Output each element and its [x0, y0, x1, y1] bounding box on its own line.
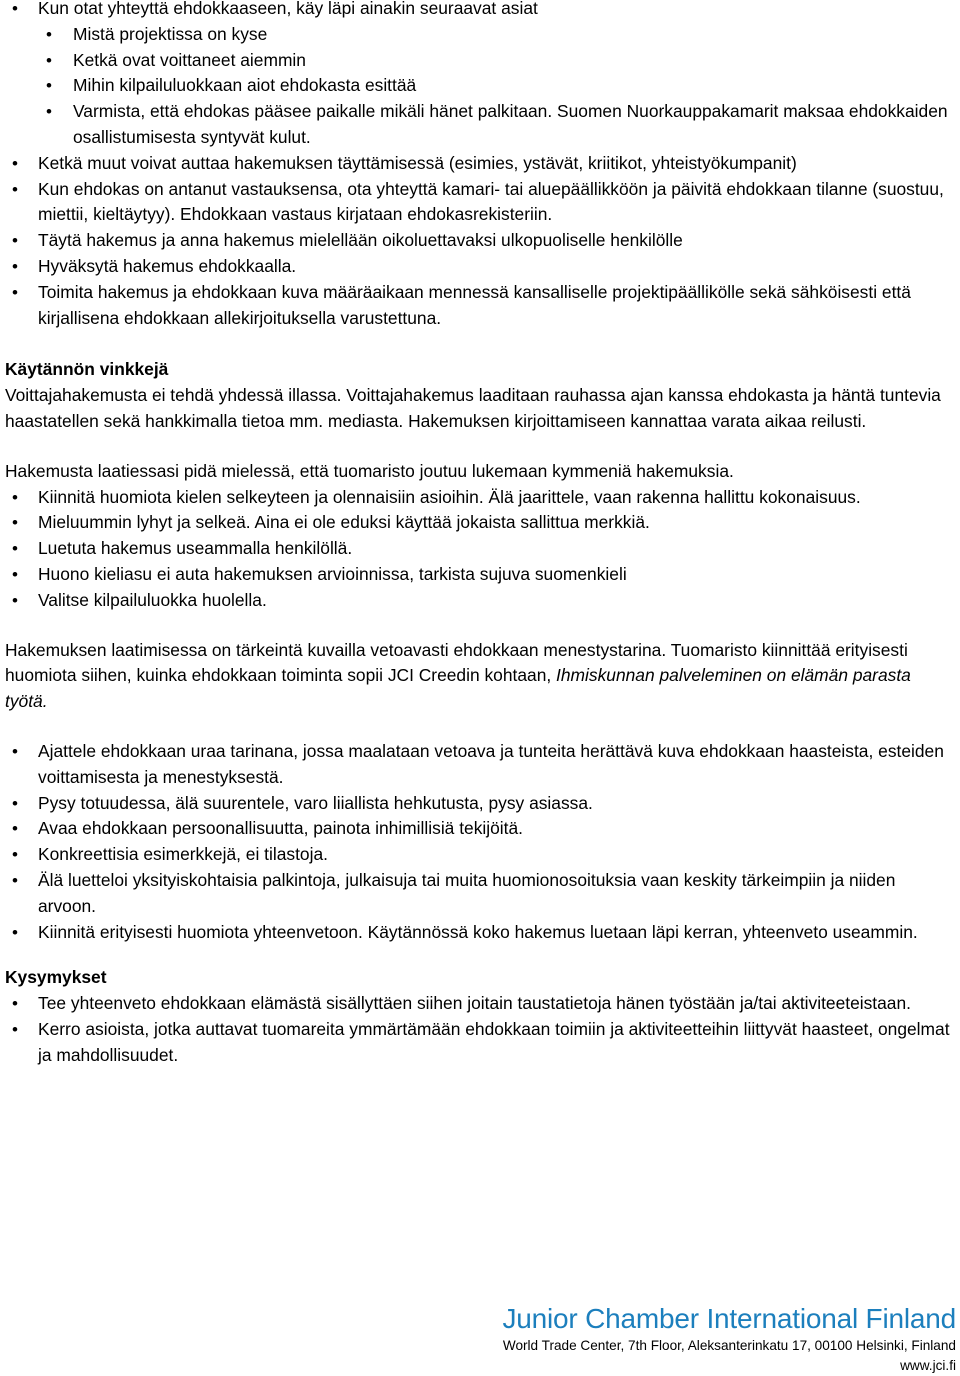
- bullet-icon: •: [12, 153, 18, 173]
- list-item-text: Kun ehdokas on antanut vastauksensa, ota yhteyttä kamari- tai aluepäällikköön ja päivitä ehdokkaan tilanne (suostuu, miettii, kieltäytyy). Ehdokkaan vastaus kirjataan ehdokasrekisteriin.: [38, 178, 944, 225]
- tips-paragraph-3-text: Hakemuksen laatimisessa on tärkeintä kuvailla vetoavasti ehdokkaan menestystarina. Tuomaristo kiinnittää erityisesti huomiota siihen, kuinka ehdokkaan toiminta sopii JCI Creedin kohtaan,: [5, 639, 908, 686]
- list-item: [5, 791, 955, 817]
- list-item: [5, 280, 955, 332]
- list-item: [5, 151, 955, 177]
- bullet-icon: •: [12, 179, 18, 199]
- list-item-text: Kiinnitä erityisesti huomiota yhteenvetoon. Käytännössä koko hakemus luetaan läpi kerran, yhteenveto useammin.: [38, 921, 918, 942]
- list-item: [5, 739, 955, 791]
- list-item-text: Hyväksytä hakemus ehdokkaalla.: [38, 255, 297, 276]
- bullet-icon: •: [12, 845, 18, 865]
- list-item: [5, 48, 955, 74]
- bullet-icon: •: [12, 819, 18, 839]
- contact-sub-checklist: [5, 22, 955, 151]
- list-item-text: Konkreettisia esimerkkejä, ei tilastoja.: [38, 844, 328, 865]
- document-body: [5, 0, 955, 1068]
- contact-checklist: [5, 0, 955, 22]
- list-item-text: Mihin kilpailuluokkaan aiot ehdokasta esittää: [73, 75, 417, 96]
- list-item: [5, 562, 955, 588]
- list-item: [5, 0, 955, 22]
- list-item: [5, 868, 955, 920]
- list-item-text: Täytä hakemus ja anna hakemus mielellään oikoluettavaksi ulkopuoliselle henkilölle: [38, 230, 683, 251]
- bullet-icon: •: [46, 50, 52, 70]
- list-item-text: Kerro asioista, jotka auttavat tuomareita ymmärtämään ehdokkaan toimiin ja aktiviteetteihin liittyvät haasteet, ongelmat ja mahdollisuudet.: [38, 1018, 950, 1065]
- bullet-icon: •: [12, 282, 18, 302]
- tips-list: [5, 485, 955, 614]
- bullet-icon: •: [12, 256, 18, 276]
- questions-list: [5, 991, 955, 1068]
- list-item: [5, 254, 955, 280]
- bullet-icon: •: [46, 76, 52, 96]
- bullet-icon: •: [46, 24, 52, 44]
- list-item: [5, 920, 955, 946]
- list-item-text: Avaa ehdokkaan persoonallisuutta, painota inhimillisiä tekijöitä.: [38, 818, 523, 839]
- list-item-text: Ajattele ehdokkaan uraa tarinana, jossa maalataan vetoava ja tunteita herättävä kuva ehdokkaan haasteista, esteiden voittamisesta ja menestyksestä.: [38, 740, 944, 787]
- list-item-text: Huono kieliasu ei auta hakemuksen arvioinnissa, tarkista sujuva suomenkieli: [38, 563, 627, 584]
- list-item-text: Älä luetteloi yksityiskohtaisia palkintoja, julkaisuja tai muita huomionosoituksia vaan keskity tärkeimpiin ja niiden arvoon.: [38, 869, 896, 916]
- bullet-icon: •: [12, 0, 18, 18]
- list-item: [5, 588, 955, 614]
- list-item: [5, 485, 955, 511]
- tips-paragraph-1: Voittajahakemusta ei tehdä yhdessä illassa. Voittajahakemus laaditaan rauhassa ajan kanssa ehdokasta ja häntä tuntevia haastatellen sekä hankkimalla tietoa mm. mediasta. Hakemuksen kirjoittamiseen kannattaa varata aikaa reilusti.: [5, 385, 941, 431]
- list-item-text: Ketkä muut voivat auttaa hakemuksen täyttämisessä (esimies, ystävät, kriitikot, yhteistyökumpanit): [38, 152, 797, 173]
- bullet-icon: •: [46, 102, 52, 122]
- list-item-text: Mieluummin lyhyt ja selkeä. Aina ei ole eduksi käyttää jokaista sallittua merkkiä.: [38, 512, 650, 533]
- bullet-icon: •: [12, 922, 18, 942]
- list-item-text: Luetuta hakemus useammalla henkilöllä.: [38, 538, 353, 559]
- organization-name: Junior Chamber International Finland: [502, 1303, 956, 1334]
- tips-heading: Käytännön vinkkejä: [5, 359, 169, 380]
- list-item-text: Varmista, että ehdokas pääsee paikalle mikäli hänet palkitaan. Suomen Nuorkauppakamarit maksaa ehdokkaiden osallistumisesta syntyvät kulut.: [73, 101, 948, 147]
- bullet-icon: •: [12, 994, 18, 1014]
- bullet-icon: •: [12, 231, 18, 251]
- story-tips-list: [5, 739, 955, 945]
- list-item-text: Ketkä ovat voittaneet aiemmin: [73, 49, 306, 70]
- list-item: [5, 842, 955, 868]
- process-checklist: [5, 151, 955, 332]
- list-item: [5, 1017, 955, 1069]
- bullet-icon: •: [12, 590, 18, 610]
- bullet-icon: •: [12, 564, 18, 584]
- list-item-text: Kun otat yhteyttä ehdokkaaseen, käy läpi ainakin seuraavat asiat: [38, 0, 538, 18]
- bullet-icon: •: [12, 539, 18, 559]
- list-item-text: Toimita hakemus ja ehdokkaan kuva määräaikaan mennessä kansalliselle projektipäällikölle sekä sähköisesti että kirjallisena ehdokkaan allekirjoituksella varustettuna.: [38, 281, 911, 328]
- bullet-icon: •: [12, 793, 18, 813]
- list-item: [5, 22, 955, 48]
- bullet-icon: •: [12, 513, 18, 533]
- list-item-text: Valitse kilpailuluokka huolella.: [38, 589, 267, 610]
- list-item-text: Tee yhteenveto ehdokkaan elämästä sisällyttäen siihen joitain taustatietoja hänen työstään ja/tai aktiviteeteistaan.: [38, 993, 911, 1014]
- tips-paragraph-3: [5, 638, 955, 715]
- list-item: [5, 991, 955, 1017]
- organization-address: World Trade Center, 7th Floor, Aleksanterinkatu 17, 00100 Helsinki, Finland: [502, 1338, 956, 1353]
- bullet-icon: •: [12, 870, 18, 890]
- website-link[interactable]: www.jci.fi: [900, 1358, 956, 1373]
- list-item: [5, 536, 955, 562]
- bullet-icon: •: [12, 1019, 18, 1039]
- list-item-text: Kiinnitä huomiota kielen selkeyteen ja olennaisiin asioihin. Älä jaarittele, vaan rakenna hallittu kokonaisuus.: [38, 486, 861, 507]
- list-item: [5, 510, 955, 536]
- list-item-text: Pysy totuudessa, älä suurentele, varo liiallista hehkutusta, pysy asiassa.: [38, 792, 593, 813]
- bullet-icon: •: [12, 741, 18, 761]
- questions-heading: Kysymykset: [5, 967, 107, 988]
- list-item: [5, 228, 955, 254]
- tips-paragraph-2: Hakemusta laatiessasi pidä mielessä, että tuomaristo joutuu lukemaan kymmeniä hakemuksia.: [5, 460, 734, 481]
- list-item: [5, 73, 955, 99]
- list-item: [5, 177, 955, 229]
- bullet-icon: •: [12, 487, 18, 507]
- list-item: [5, 816, 955, 842]
- jci-creed-quote: Ihmiskunnan palveleminen on elämän parasta työtä.: [5, 665, 911, 712]
- list-item-text: Mistä projektissa on kyse: [73, 23, 268, 44]
- page-footer: [502, 1302, 956, 1376]
- list-item: [5, 99, 955, 151]
